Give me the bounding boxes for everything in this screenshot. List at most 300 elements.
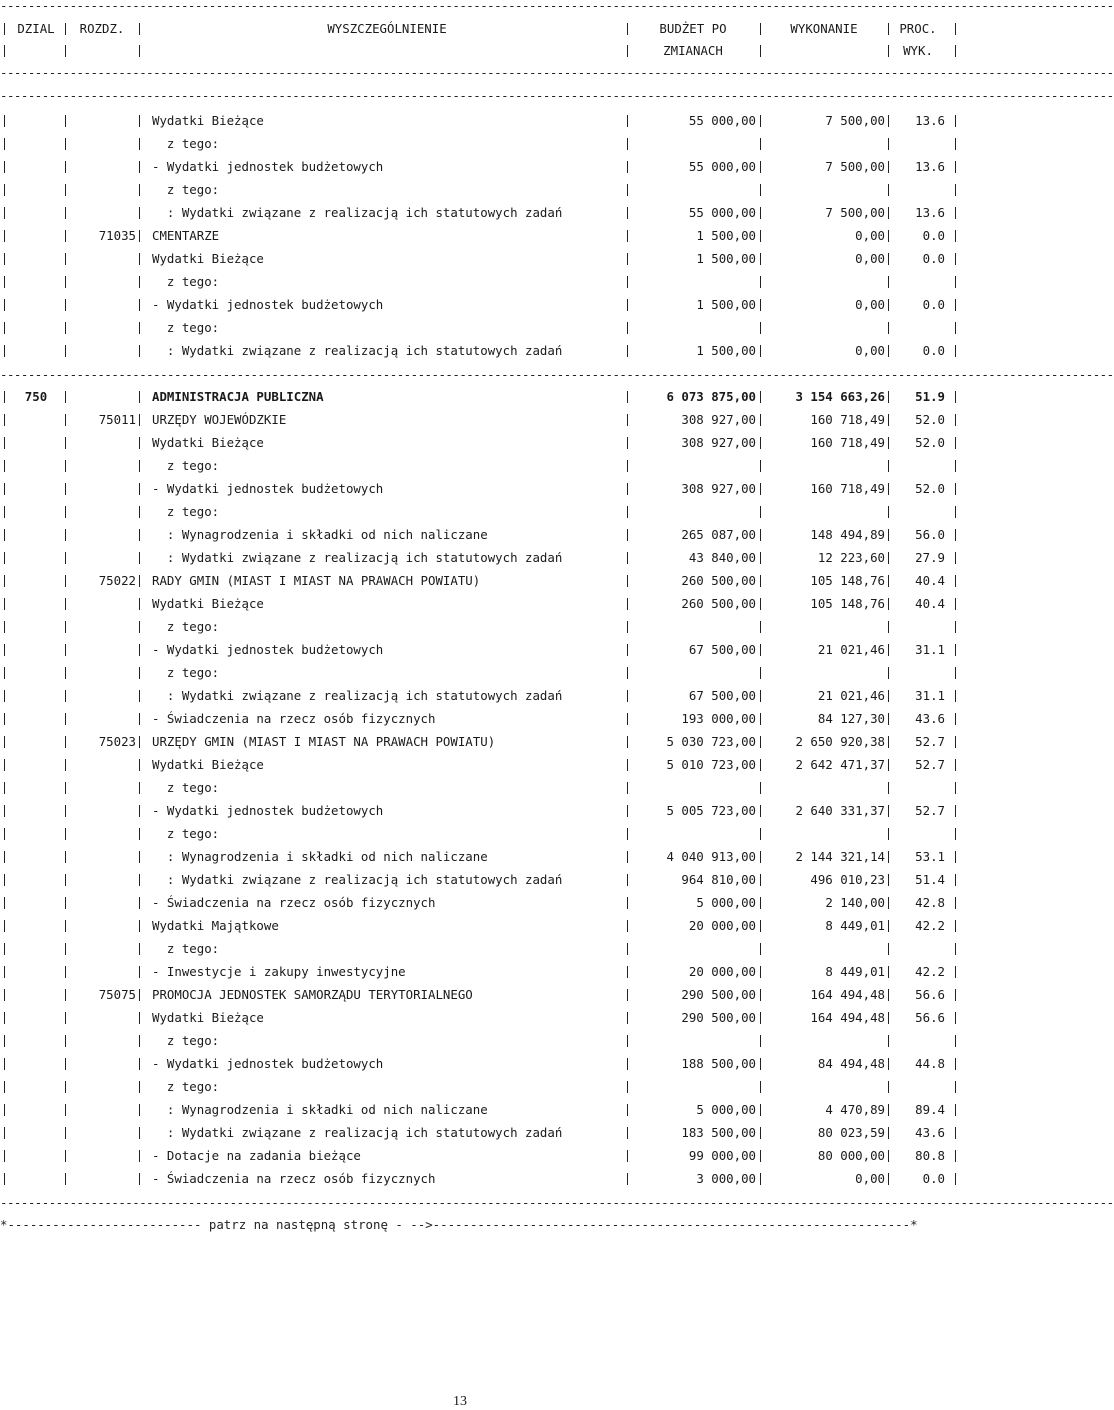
column-divider — [139, 1012, 140, 1024]
table-row — [0, 480, 960, 498]
footer-dashes-right: ----------------------------------------------------------------* — [432, 1217, 918, 1232]
column-divider — [65, 230, 66, 242]
cell-desc: z tego: — [152, 458, 220, 473]
column-divider — [4, 828, 5, 840]
column-divider — [955, 184, 956, 196]
column-divider — [955, 1035, 956, 1047]
column-divider — [627, 460, 628, 472]
cell-wyk: 80 023,59 — [817, 1125, 885, 1140]
column-divider — [4, 184, 5, 196]
cell-desc: - Wydatki jednostek budżetowych — [152, 159, 384, 174]
column-divider — [139, 759, 140, 771]
column-divider — [955, 161, 956, 173]
column-divider — [139, 621, 140, 633]
column-divider — [760, 1127, 761, 1139]
cell-proc: 42.2 — [915, 964, 945, 979]
cell-desc: z tego: — [152, 780, 220, 795]
cell-wyk: WYKONANIE — [790, 21, 858, 36]
column-divider — [4, 115, 5, 127]
cell-wyk: 164 494,48 — [810, 1010, 885, 1025]
column-divider — [955, 276, 956, 288]
column-divider — [4, 299, 5, 311]
column-divider — [65, 851, 66, 863]
cell-wyk: 105 148,76 — [810, 596, 885, 611]
column-divider — [65, 184, 66, 196]
column-divider — [955, 138, 956, 150]
column-divider — [139, 230, 140, 242]
column-divider — [955, 736, 956, 748]
cell-wyk: 160 718,49 — [810, 412, 885, 427]
column-divider — [955, 506, 956, 518]
cell-proc: 52.7 — [915, 803, 945, 818]
column-divider — [627, 851, 628, 863]
column-divider — [4, 161, 5, 173]
column-divider — [955, 460, 956, 472]
column-divider — [888, 782, 889, 794]
cell-budzet: 5 005 723,00 — [666, 803, 756, 818]
cell-desc: z tego: — [152, 504, 220, 519]
column-divider — [627, 897, 628, 909]
cell-desc: - Świadczenia na rzecz osób fizycznych — [152, 895, 436, 910]
column-divider — [139, 506, 140, 518]
column-divider — [760, 621, 761, 633]
column-divider — [888, 874, 889, 886]
column-divider — [760, 483, 761, 495]
cell-proc: 13.6 — [915, 113, 945, 128]
column-divider — [139, 299, 140, 311]
table-row — [0, 687, 960, 705]
column-divider — [888, 184, 889, 196]
column-divider — [888, 1150, 889, 1162]
column-divider — [4, 322, 5, 334]
column-divider — [760, 207, 761, 219]
column-divider — [760, 529, 761, 541]
column-divider — [627, 483, 628, 495]
column-divider — [4, 391, 5, 403]
cell-wyk: 160 718,49 — [810, 481, 885, 496]
column-divider — [760, 506, 761, 518]
cell-proc: 42.2 — [915, 918, 945, 933]
column-divider — [888, 1058, 889, 1070]
table-row — [0, 1101, 960, 1119]
column-divider — [888, 115, 889, 127]
table-row — [0, 411, 960, 429]
column-divider — [955, 253, 956, 265]
column-divider — [139, 345, 140, 357]
column-divider — [760, 575, 761, 587]
column-divider — [4, 920, 5, 932]
table-row — [0, 963, 960, 981]
column-divider — [760, 1058, 761, 1070]
cell-budzet: 1 500,00 — [696, 228, 756, 243]
cell-budzet: 20 000,00 — [688, 918, 756, 933]
cell-budzet: 99 000,00 — [688, 1148, 756, 1163]
cell-desc: z tego: — [152, 320, 220, 335]
column-divider — [760, 897, 761, 909]
cell-desc: z tego: — [152, 1033, 220, 1048]
cell-proc: 13.6 — [915, 205, 945, 220]
cell-wyk: 0,00 — [855, 228, 885, 243]
column-divider — [139, 782, 140, 794]
column-divider — [888, 1127, 889, 1139]
column-divider — [888, 161, 889, 173]
column-divider — [4, 1035, 5, 1047]
table-row — [0, 227, 960, 245]
column-divider — [888, 1081, 889, 1093]
column-divider — [627, 207, 628, 219]
column-divider — [139, 1104, 140, 1116]
cell-desc: : Wynagrodzenia i składki od nich naliczane — [152, 849, 488, 864]
cell-wyk: 80 000,00 — [817, 1148, 885, 1163]
column-divider — [139, 828, 140, 840]
table-row — [0, 733, 960, 751]
column-divider — [139, 437, 140, 449]
cell-budzet: 1 500,00 — [696, 343, 756, 358]
column-divider — [955, 690, 956, 702]
cell-wyk: 0,00 — [855, 297, 885, 312]
column-divider — [888, 759, 889, 771]
column-divider — [65, 207, 66, 219]
column-divider — [65, 920, 66, 932]
column-divider — [4, 230, 5, 242]
cell-desc: RADY GMIN (MIAST I MIAST NA PRAWACH POWIATU) — [152, 573, 481, 588]
column-divider — [888, 667, 889, 679]
cell-proc: WYK. — [903, 43, 933, 58]
cell-desc: Wydatki Bieżące — [152, 596, 264, 611]
column-divider — [955, 805, 956, 817]
column-divider — [627, 115, 628, 127]
column-divider — [888, 207, 889, 219]
column-divider — [760, 851, 761, 863]
column-divider — [627, 782, 628, 794]
column-divider — [627, 138, 628, 150]
column-divider — [760, 690, 761, 702]
column-divider — [760, 45, 761, 57]
column-divider — [760, 644, 761, 656]
column-divider — [888, 138, 889, 150]
cell-rozdz: 75075 — [98, 987, 136, 1002]
column-divider — [65, 667, 66, 679]
column-divider — [627, 253, 628, 265]
table-row — [0, 664, 960, 682]
cell-wyk: 4 470,89 — [825, 1102, 885, 1117]
footer-continue-line — [0, 1216, 960, 1234]
cell-rozdz: 75023 — [98, 734, 136, 749]
cell-wyk: 12 223,60 — [817, 550, 885, 565]
column-divider — [888, 506, 889, 518]
cell-proc: 52.7 — [915, 757, 945, 772]
column-divider — [888, 1104, 889, 1116]
column-divider — [888, 851, 889, 863]
column-divider — [4, 805, 5, 817]
cell-desc: CMENTARZE — [152, 228, 220, 243]
column-divider — [955, 23, 956, 35]
column-divider — [4, 621, 5, 633]
column-divider — [627, 552, 628, 564]
cell-desc: - Świadczenia na rzecz osób fizycznych — [152, 711, 436, 726]
cell-desc: - Wydatki jednostek budżetowych — [152, 481, 384, 496]
table-row — [0, 181, 960, 199]
cell-desc: URZĘDY GMIN (MIAST I MIAST NA PRAWACH POWIATU) — [152, 734, 496, 749]
column-divider — [4, 736, 5, 748]
column-divider — [4, 966, 5, 978]
column-divider — [955, 322, 956, 334]
column-divider — [760, 552, 761, 564]
cell-budzet: 20 000,00 — [688, 964, 756, 979]
cell-budzet: 260 500,00 — [681, 596, 756, 611]
column-divider — [888, 575, 889, 587]
column-divider — [139, 736, 140, 748]
cell-proc: 0.0 — [922, 343, 945, 358]
table-row — [0, 112, 960, 130]
cell-proc: 52.0 — [915, 412, 945, 427]
column-divider — [4, 644, 5, 656]
column-divider — [955, 943, 956, 955]
cell-budzet: 260 500,00 — [681, 573, 756, 588]
cell-budzet: 308 927,00 — [681, 435, 756, 450]
column-divider — [139, 598, 140, 610]
cell-rozdz: ROZDZ. — [79, 21, 125, 36]
column-divider — [65, 23, 66, 35]
cell-budzet: 55 000,00 — [688, 113, 756, 128]
cell-budzet: 3 000,00 — [696, 1171, 756, 1186]
cell-wyk: 160 718,49 — [810, 435, 885, 450]
column-divider — [139, 851, 140, 863]
column-divider — [4, 437, 5, 449]
column-divider — [139, 45, 140, 57]
column-divider — [627, 391, 628, 403]
cell-desc: Wydatki Bieżące — [152, 757, 264, 772]
table-row — [0, 894, 960, 912]
column-divider — [888, 276, 889, 288]
column-divider — [65, 414, 66, 426]
column-divider — [760, 920, 761, 932]
column-divider — [627, 575, 628, 587]
cell-wyk: 2 642 471,37 — [795, 757, 885, 772]
cell-wyk: 8 449,01 — [825, 918, 885, 933]
cell-budzet: 1 500,00 — [696, 251, 756, 266]
column-divider — [139, 667, 140, 679]
column-divider — [139, 1127, 140, 1139]
column-divider — [888, 920, 889, 932]
column-divider — [627, 736, 628, 748]
table-row — [0, 986, 960, 1004]
cell-proc: 0.0 — [922, 228, 945, 243]
column-divider — [888, 598, 889, 610]
column-divider — [888, 460, 889, 472]
table-row — [0, 917, 960, 935]
column-divider — [760, 1035, 761, 1047]
column-divider — [4, 1150, 5, 1162]
column-divider — [760, 943, 761, 955]
cell-proc: 31.1 — [915, 642, 945, 657]
column-divider — [627, 1035, 628, 1047]
column-divider — [65, 529, 66, 541]
column-divider — [760, 115, 761, 127]
column-divider — [888, 713, 889, 725]
column-divider — [888, 552, 889, 564]
cell-wyk: 7 500,00 — [825, 205, 885, 220]
column-divider — [955, 115, 956, 127]
column-divider — [955, 874, 956, 886]
column-divider — [955, 759, 956, 771]
column-divider — [955, 483, 956, 495]
cell-proc: 40.4 — [915, 573, 945, 588]
cell-desc: : Wydatki związane z realizacją ich statutowych zadań — [152, 688, 563, 703]
column-divider — [4, 1081, 5, 1093]
table-row — [0, 250, 960, 268]
cell-proc: 51.9 — [915, 389, 945, 404]
column-divider — [65, 299, 66, 311]
column-divider — [65, 690, 66, 702]
cell-desc: : Wydatki związane z realizacją ich statutowych zadań — [152, 1125, 563, 1140]
column-divider — [888, 414, 889, 426]
column-divider — [627, 874, 628, 886]
column-divider — [888, 690, 889, 702]
column-divider — [627, 644, 628, 656]
column-divider — [627, 230, 628, 242]
column-divider — [139, 253, 140, 265]
cell-proc: 52.7 — [915, 734, 945, 749]
column-divider — [760, 1173, 761, 1185]
column-divider — [888, 45, 889, 57]
column-divider — [627, 529, 628, 541]
column-divider — [4, 759, 5, 771]
cell-desc: Wydatki Bieżące — [152, 113, 264, 128]
column-divider — [4, 851, 5, 863]
column-divider — [760, 782, 761, 794]
column-divider — [760, 23, 761, 35]
cell-budzet: 308 927,00 — [681, 412, 756, 427]
continue-text: patrz na następną stronę - --> — [208, 1217, 433, 1232]
cell-budzet: 4 040 913,00 — [666, 849, 756, 864]
column-divider — [627, 828, 628, 840]
column-divider — [955, 920, 956, 932]
cell-budzet: 308 927,00 — [681, 481, 756, 496]
table-row — [0, 342, 960, 360]
header-separator-2: ---------------------------------------------------------------------------------------------------------------------------------------------------------------- — [0, 88, 1114, 103]
table-row — [0, 779, 960, 797]
column-divider — [955, 414, 956, 426]
column-divider — [888, 644, 889, 656]
column-divider — [65, 736, 66, 748]
column-divider — [760, 322, 761, 334]
column-divider — [627, 759, 628, 771]
cell-proc: 43.6 — [915, 711, 945, 726]
column-divider — [627, 667, 628, 679]
column-divider — [4, 460, 5, 472]
column-divider — [888, 230, 889, 242]
column-divider — [760, 299, 761, 311]
column-divider — [627, 1150, 628, 1162]
cell-budzet: 5 000,00 — [696, 895, 756, 910]
column-divider — [760, 805, 761, 817]
column-divider — [627, 1058, 628, 1070]
column-divider — [888, 1012, 889, 1024]
cell-wyk: 164 494,48 — [810, 987, 885, 1002]
column-divider — [65, 161, 66, 173]
cell-desc: : Wydatki związane z realizacją ich statutowych zadań — [152, 343, 563, 358]
column-divider — [65, 276, 66, 288]
column-divider — [955, 1150, 956, 1162]
column-divider — [627, 506, 628, 518]
column-divider — [139, 529, 140, 541]
cell-wyk: 2 140,00 — [825, 895, 885, 910]
cell-desc: ADMINISTRACJA PUBLICZNA — [152, 389, 324, 404]
cell-desc: - Inwestycje i zakupy inwestycyjne — [152, 964, 406, 979]
column-divider — [627, 966, 628, 978]
table-row — [0, 802, 960, 820]
cell-proc: 43.6 — [915, 1125, 945, 1140]
cell-desc: PROMOCJA JEDNOSTEK SAMORZĄDU TERYTORIALNEGO — [152, 987, 473, 1002]
column-divider — [139, 920, 140, 932]
column-divider — [139, 414, 140, 426]
column-divider — [4, 1127, 5, 1139]
column-divider — [65, 874, 66, 886]
cell-budzet: 183 500,00 — [681, 1125, 756, 1140]
column-divider — [888, 437, 889, 449]
cell-desc: URZĘDY WOJEWÓDZKIE — [152, 412, 287, 427]
cell-wyk: 0,00 — [855, 343, 885, 358]
column-divider — [888, 253, 889, 265]
cell-wyk: 7 500,00 — [825, 159, 885, 174]
column-divider — [627, 184, 628, 196]
table-row — [0, 434, 960, 452]
cell-desc: : Wydatki związane z realizacją ich statutowych zadań — [152, 205, 563, 220]
column-divider — [955, 45, 956, 57]
column-divider — [760, 1081, 761, 1093]
cell-desc: z tego: — [152, 136, 220, 151]
column-divider — [627, 45, 628, 57]
column-divider — [888, 828, 889, 840]
column-divider — [760, 138, 761, 150]
column-divider — [888, 322, 889, 334]
table-row — [0, 710, 960, 728]
table-row — [0, 1124, 960, 1142]
cell-wyk: 148 494,89 — [810, 527, 885, 542]
column-divider — [4, 897, 5, 909]
cell-desc: - Świadczenia na rzecz osób fizycznych — [152, 1171, 436, 1186]
cell-wyk: 0,00 — [855, 251, 885, 266]
column-divider — [139, 1081, 140, 1093]
column-divider — [760, 874, 761, 886]
column-divider — [139, 1173, 140, 1185]
column-divider — [4, 989, 5, 1001]
column-divider — [760, 253, 761, 265]
column-divider — [955, 529, 956, 541]
cell-budzet: 6 073 875,00 — [666, 389, 756, 404]
column-divider — [4, 529, 5, 541]
column-divider — [627, 943, 628, 955]
column-divider — [627, 1081, 628, 1093]
cell-proc: 31.1 — [915, 688, 945, 703]
cell-proc: 56.6 — [915, 1010, 945, 1025]
cell-rozdz: 71035 — [98, 228, 136, 243]
table-row — [0, 940, 960, 958]
column-divider — [888, 736, 889, 748]
column-divider — [4, 345, 5, 357]
cell-dz: DZIAL — [17, 21, 55, 36]
cell-budzet: ZMIANACH — [663, 43, 723, 58]
column-divider — [4, 782, 5, 794]
column-divider — [760, 437, 761, 449]
column-divider — [955, 1104, 956, 1116]
column-divider — [760, 391, 761, 403]
cell-wyk: 21 021,46 — [817, 688, 885, 703]
column-divider — [65, 805, 66, 817]
column-divider — [627, 598, 628, 610]
column-divider — [955, 667, 956, 679]
